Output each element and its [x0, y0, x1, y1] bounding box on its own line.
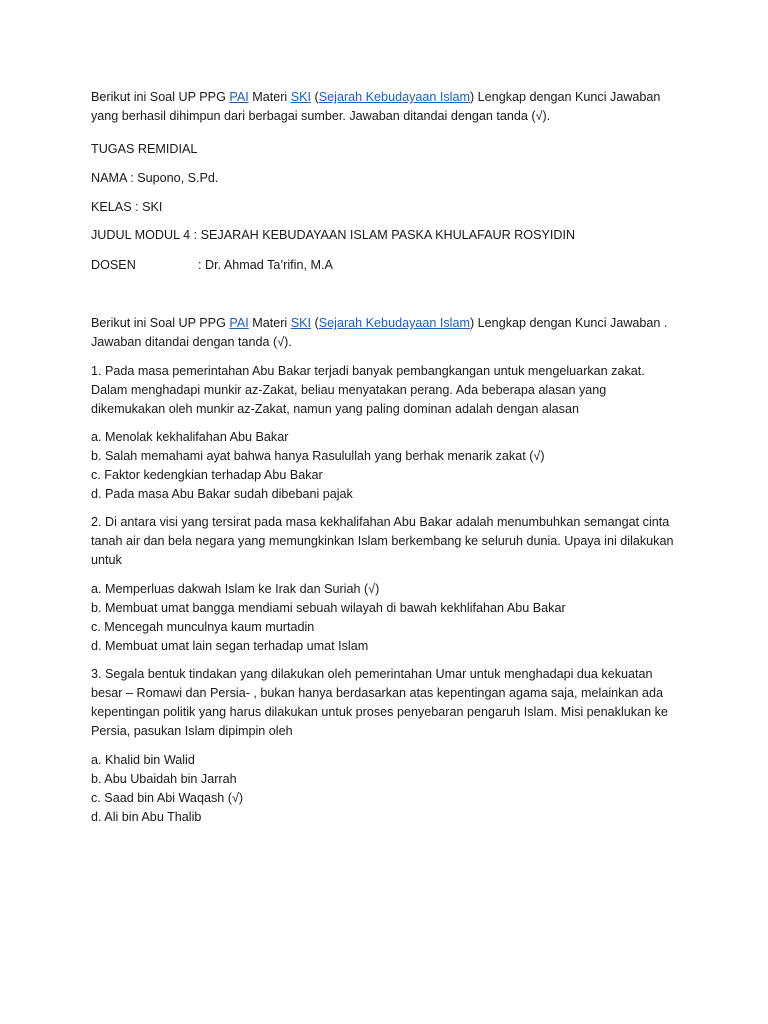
- question-3-option-c: c. Saad bin Abi Waqash (√): [91, 791, 244, 805]
- question-3-options: [91, 751, 243, 827]
- question-1-option-d: d. Pada masa Abu Bakar sudah dibebani pajak: [91, 487, 353, 501]
- question-2-option-d: d. Membuat umat lain segan terhadap umat Islam: [91, 639, 369, 653]
- question-2-option-a: a. Memperluas dakwah Islam ke Irak dan Suriah (√): [91, 582, 380, 596]
- intro2-text-prefix: Berikut ini Soal UP PPG: [91, 316, 230, 330]
- question-1-text: 1. Pada masa pemerintahan Abu Bakar terjadi banyak pembangkangan untuk mengeluarkan zakat. Dalam menghadapi munkir az-Zakat, beliau menyatakan perang. Ada beberapa alasan yang dikemukakan oleh munkir az-Zakat, namun yang paling dominan adalah dengan alasan: [91, 364, 645, 416]
- link-ski[interactable]: SKI: [290, 90, 312, 104]
- intro-text-suffix: ) Lengkap dengan Kunci Jawaban yang berhasil dihimpun dari berbagai sumber. Jawaban ditandai dengan tanda (√).: [91, 90, 661, 123]
- question-3-option-d: d. Ali bin Abu Thalib: [91, 810, 202, 824]
- judul-row: [91, 226, 575, 245]
- link-sejarah-kebudayaan-islam[interactable]: Sejarah Kebudayaan Islam: [318, 90, 470, 104]
- intro2-text-suffix: ) Lengkap dengan Kunci Jawaban . Jawaban ditandai dengan tanda (√).: [91, 316, 668, 349]
- intro-text-prefix: Berikut ini Soal UP PPG: [91, 90, 230, 104]
- question-3-option-b: b. Abu Ubaidah bin Jarrah: [91, 772, 237, 786]
- question-3-option-a: a. Khalid bin Walid: [91, 753, 195, 767]
- question-1-option-c: c. Faktor kedengkian terhadap Abu Bakar: [91, 468, 323, 482]
- link-pai-2[interactable]: PAI: [229, 316, 249, 330]
- judul-label: JUDUL MODUL 4: [91, 228, 191, 242]
- kelas-row: [91, 198, 162, 217]
- intro2-text-paren: (: [311, 316, 319, 330]
- judul-value: : SEJARAH KEBUDAYAAN ISLAM PASKA KHULAFAUR ROSYIDIN: [190, 228, 576, 242]
- question-1-option-a: a. Menolak kekhalifahan Abu Bakar: [91, 430, 289, 444]
- nama-label: NAMA: [91, 171, 127, 185]
- nama-row: [91, 169, 218, 188]
- intro2-text-mid: Materi: [248, 316, 291, 330]
- link-sejarah-kebudayaan-islam-2[interactable]: Sejarah Kebudayaan Islam: [318, 316, 470, 330]
- kelas-value: : SKI: [131, 200, 163, 214]
- dosen-label: DOSEN: [91, 258, 136, 272]
- nama-value: : Supono, S.Pd.: [126, 171, 219, 185]
- question-2-option-c: c. Mencegah munculnya kaum murtadin: [91, 620, 315, 634]
- question-2-option-b: b. Membuat umat bangga mendiami sebuah wilayah di bawah kekhlifahan Abu Bakar: [91, 601, 566, 615]
- question-1-options: [91, 428, 545, 504]
- link-pai[interactable]: PAI: [229, 90, 249, 104]
- question-3-text: 3. Segala bentuk tindakan yang dilakukan oleh pemerintahan Umar untuk menghadapi dua kekuatan besar – Romawi dan Persia- , bukan hanya berdasarkan atas kepentingan agama saja, melainkan ada kepentingan politik yang harus dilakukan untuk proses penyebaran pengaruh Islam. Misi penaklukan ke Persia, pasukan Islam dipimpin oleh: [91, 667, 668, 738]
- kelas-label: KELAS: [91, 200, 132, 214]
- dosen-row: [91, 256, 333, 275]
- question-1-option-b: b. Salah memahami ayat bahwa hanya Rasulullah yang berhak menarik zakat (√): [91, 449, 545, 463]
- intro-paragraph-1: [91, 88, 691, 126]
- intro-text-mid: Materi: [248, 90, 291, 104]
- intro-text-paren: (: [311, 90, 319, 104]
- question-2-text: 2. Di antara visi yang tersirat pada masa kekhalifahan Abu Bakar adalah menumbuhkan semangat cinta tanah air dan bela negara yang memungkinkan Islam berkembang ke seluruh dunia. Upaya ini dilakukan untuk: [91, 515, 674, 567]
- link-ski-2[interactable]: SKI: [290, 316, 312, 330]
- question-2-options: [91, 580, 566, 656]
- dosen-value: : Dr. Ahmad Ta’rifin, M.A: [198, 258, 333, 272]
- intro-paragraph-2: [91, 314, 691, 352]
- tugas-title: TUGAS REMIDIAL: [91, 142, 198, 156]
